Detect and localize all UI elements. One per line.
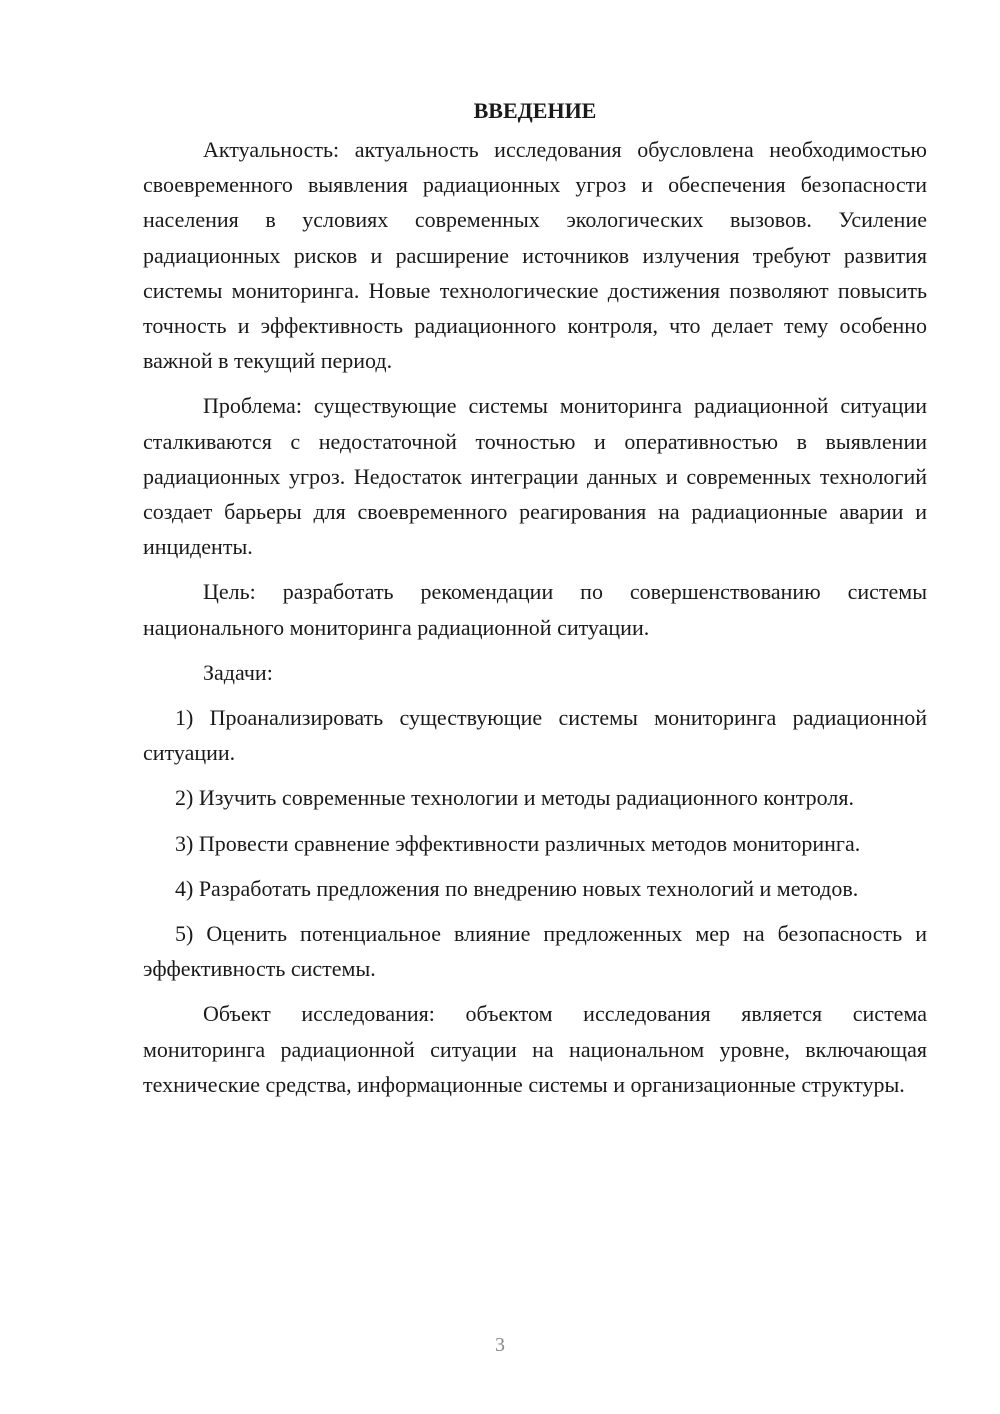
paragraph-problem: Проблема: существующие системы мониторинга радиационной ситуации сталкиваются с недостаточной точностью и оперативностью в выявлении радиационных угроз. Недостаток интеграции данных и современных технологий создает барьеры для своевременного реагирования на радиационные аварии и инциденты. bbox=[143, 393, 927, 560]
document-body bbox=[143, 96, 927, 1102]
section-heading: ВВЕДЕНИЕ bbox=[473, 98, 597, 123]
task-item-3: 3) Провести сравнение эффективности различных методов мониторинга. bbox=[175, 830, 861, 856]
task-item-5: 5) Оценить потенциальное влияние предложенных мер на безопасность и эффективность системы. bbox=[143, 921, 927, 982]
task-item-4: 4) Разработать предложения по внедрению новых технологий и методов. bbox=[175, 875, 859, 901]
task-item-1: 1) Проанализировать существующие системы мониторинга радиационной ситуации. bbox=[143, 705, 927, 766]
paragraph-object: Объект исследования: объектом исследования является система мониторинга радиационной ситуации на национальном уровне, включающая технические средства, информационные системы и организационные структуры. bbox=[143, 1001, 927, 1097]
page-number: 3 bbox=[495, 1334, 505, 1356]
paragraph-tasks-label: Задачи: bbox=[203, 659, 273, 685]
task-item-2: 2) Изучить современные технологии и методы радиационного контроля. bbox=[175, 785, 854, 811]
paragraph-goal: Цель: разработать рекомендации по совершенствованию системы национального мониторинга радиационной ситуации. bbox=[143, 579, 927, 640]
paragraph-relevance: Актуальность: актуальность исследования обусловлена необходимостью своевременного выявления радиационных угроз и обеспечения безопасности населения в условиях современных экологических вызовов. Усиление радиационных рисков и расширение источников излучения требуют развития системы мониторинга. Новые технологические достижения позволяют повысить точность и эффективность радиационного контроля, что делает тему особенно важной в текущий период. bbox=[143, 137, 927, 374]
